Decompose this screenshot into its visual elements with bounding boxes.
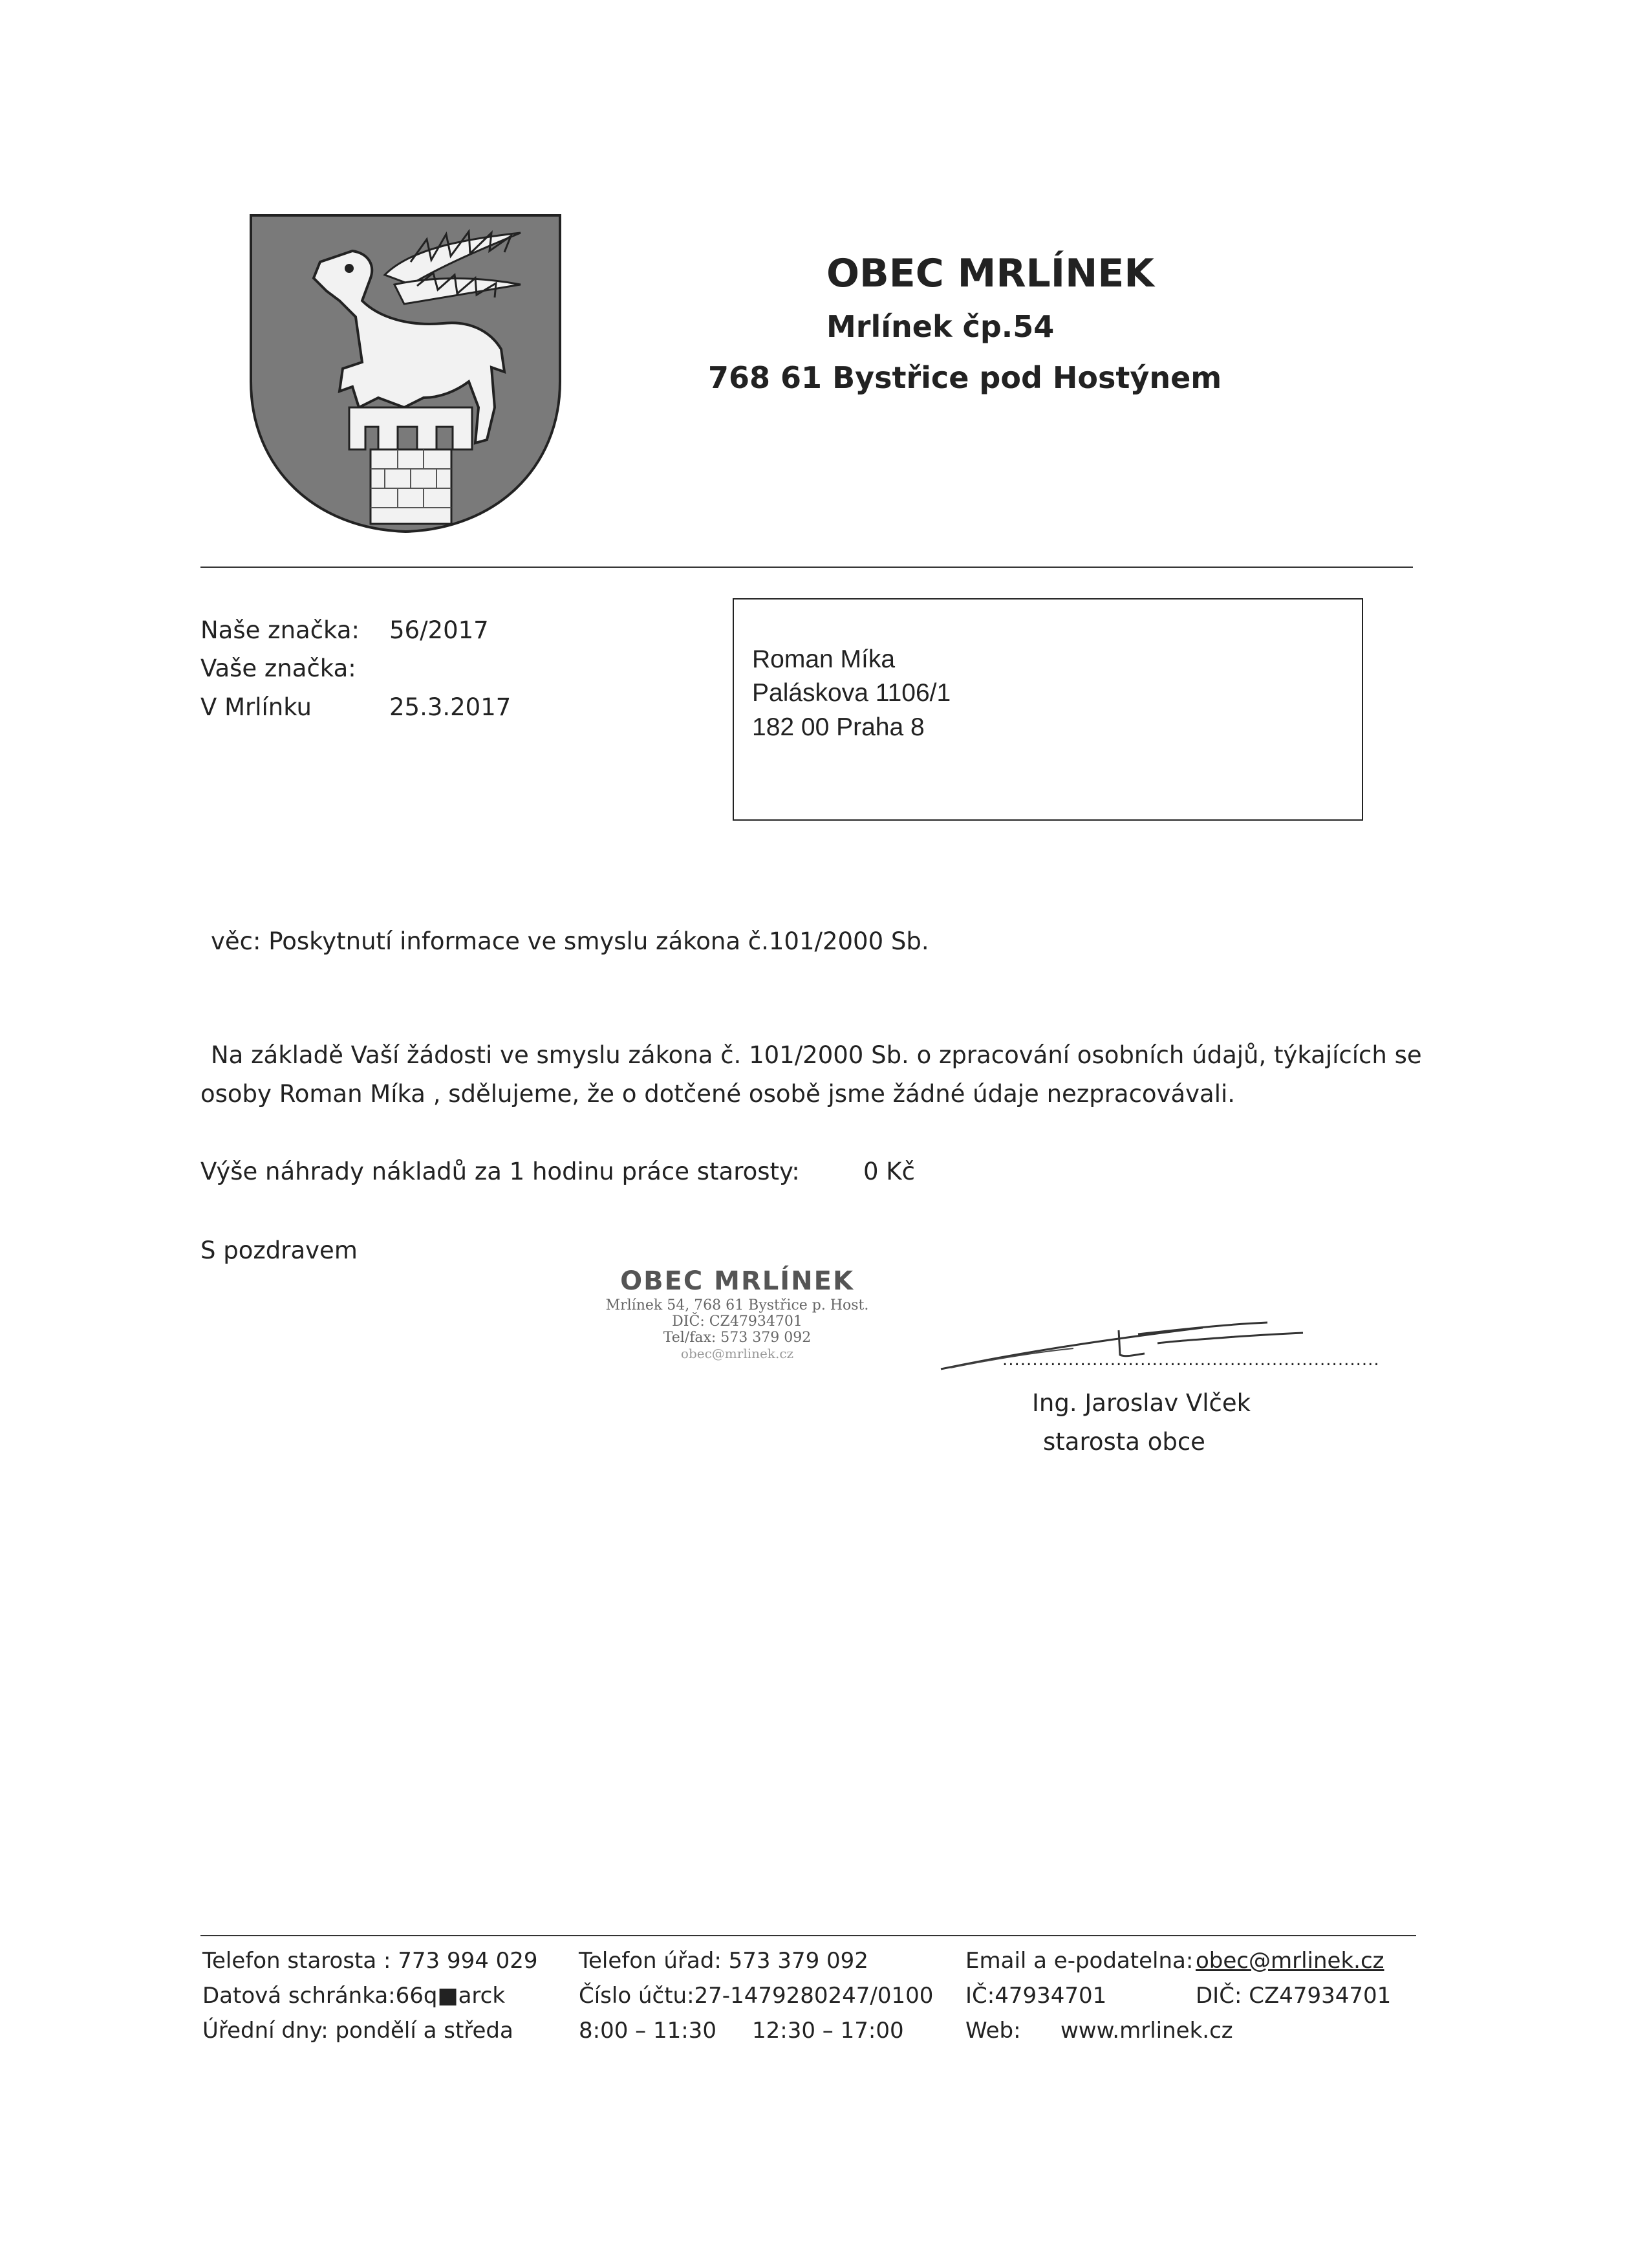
stamp-email: obec@mrlinek.cz (680, 1346, 794, 1361)
recipient-name: Roman Míka (752, 645, 896, 673)
footer-web-label: Web: (965, 2018, 1021, 2044)
recipient-city: 182 00 Praha 8 (752, 713, 925, 741)
footer-email-link[interactable]: obec@mrlinek.cz (1196, 1948, 1384, 1974)
stamp-title: OBEC MRLÍNEK (620, 1266, 854, 1296)
footer-office-phone: Telefon úřad: 573 379 092 (579, 1948, 868, 1974)
footer-hours-afternoon: 12:30 – 17:00 (752, 2018, 904, 2044)
official-stamp (582, 1266, 892, 1361)
footer-ico: IČ:47934701 (965, 1983, 1107, 2009)
header-divider (200, 567, 1413, 568)
footer-hours-morning: 8:00 – 11:30 (579, 2018, 716, 2044)
fee-label: Výše náhrady nákladů za 1 hodinu práce starosty: (200, 1158, 800, 1185)
stamp-phone: Tel/fax: 573 379 092 (663, 1330, 812, 1346)
fee-value: 0 Kč (863, 1158, 915, 1185)
footer-bank-account: Číslo účtu:27-1479280247/0100 (579, 1983, 934, 2009)
stamp-address: Mrlínek 54, 768 61 Bystřice p. Host. (605, 1297, 869, 1313)
footer-web-link[interactable]: www.mrlinek.cz (1060, 2018, 1233, 2044)
signature-dotted-line: ............................................................... (1002, 1350, 1380, 1370)
footer-email-label: Email a e-podatelna: (965, 1948, 1194, 1974)
municipality-street: Mrlínek čp.54 (826, 309, 1055, 344)
footer-dic: DIČ: CZ47934701 (1196, 1983, 1392, 2009)
footer-divider (200, 1935, 1416, 1936)
recipient-address-box (733, 598, 1363, 821)
coat-of-arms-emblem (249, 213, 563, 534)
footer-data-box: Datová schránka:66q■arck (202, 1983, 506, 2009)
signatory-name: Ing. Jaroslav Vlček (1032, 1389, 1251, 1417)
recipient-street: Paláskova 1106/1 (752, 679, 951, 707)
footer-office-days: Úřední dny: pondělí a středa (202, 2018, 513, 2044)
municipality-title: OBEC MRLÍNEK (826, 251, 1154, 296)
body-line-2: osoby Roman Míka , sdělujeme, že o dotčené osobě jsme žádné údaje nezpracovávali. (200, 1080, 1236, 1108)
our-ref-label: Naše značka: (200, 616, 360, 644)
stamp-dic: DIČ: CZ47934701 (672, 1313, 802, 1330)
signatory-role: starosta obce (1043, 1428, 1205, 1456)
greeting: S pozdravem (200, 1237, 358, 1264)
place-label: V Mrlínku (200, 693, 312, 721)
our-ref-value: 56/2017 (389, 616, 489, 644)
date-value: 25.3.2017 (389, 693, 511, 721)
your-ref-label: Vaše značka: (200, 654, 356, 682)
subject-line: věc: Poskytnutí informace ve smyslu zákona č.101/2000 Sb. (211, 927, 929, 955)
municipality-city: 768 61 Bystřice pod Hostýnem (708, 360, 1222, 395)
body-line-1: Na základě Vaší žádosti ve smyslu zákona č. 101/2000 Sb. o zpracování osobních údajů, týkajících se (211, 1041, 1422, 1069)
footer-mayor-phone: Telefon starosta : 773 994 029 (202, 1948, 538, 1974)
